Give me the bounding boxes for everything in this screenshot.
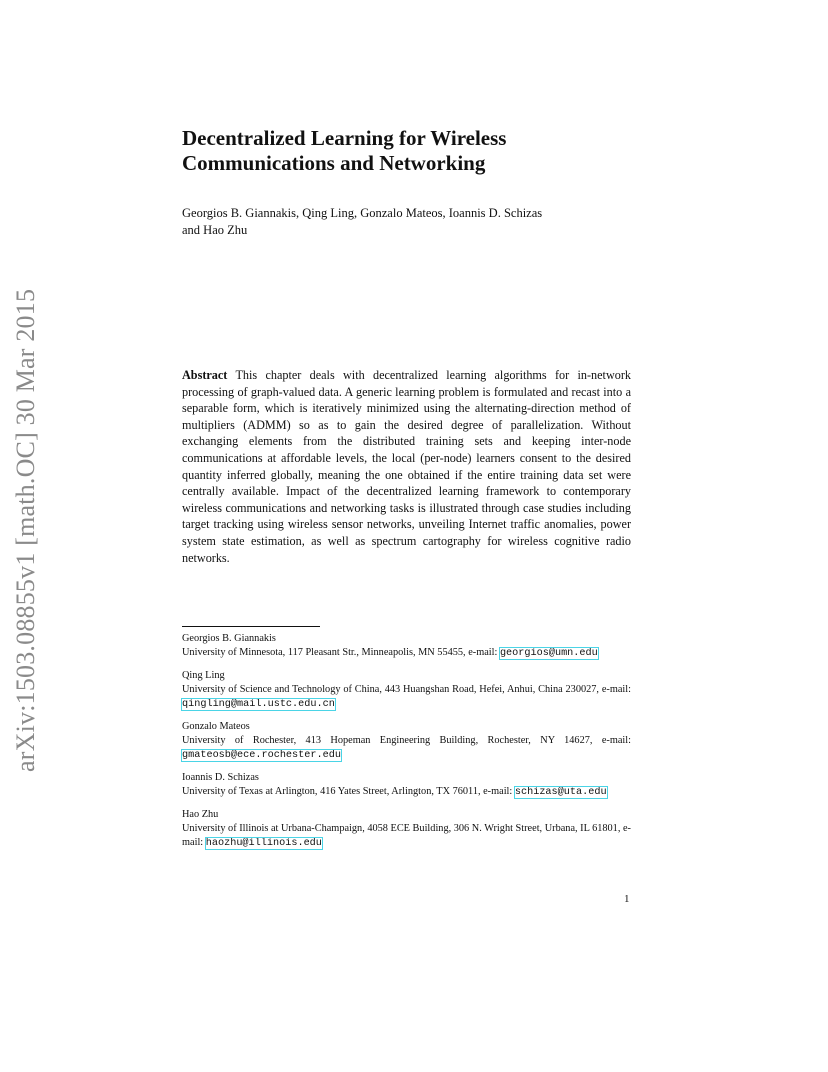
footnote-divider bbox=[182, 626, 320, 627]
affiliation-name: Qing Ling bbox=[182, 670, 225, 681]
affiliation-zhu bbox=[182, 808, 631, 851]
email-link-schizas[interactable]: schizas@uta.edu bbox=[514, 787, 607, 798]
paper-title bbox=[182, 126, 642, 176]
author-list bbox=[182, 205, 602, 239]
paper-title-line-1: Decentralized Learning for Wireless bbox=[182, 126, 507, 150]
affiliation-mateos bbox=[182, 720, 631, 763]
affiliation-giannakis bbox=[182, 632, 631, 661]
arxiv-identifier-stamp: arXiv:1503.08855v1 [math.OC] 30 Mar 2015 bbox=[11, 288, 40, 772]
abstract-text: This chapter deals with decentralized learning algorithms for in-network processing of graph-valued data. A generic learning problem is formulated and recast into a separable form, which is iteratively minimized using the alternating-direction method of multipliers (ADMM) so as to gain the desired degree of parallelization. Without exchanging elements from the distributed training sets and keeping inter-node communications at affordable levels, the local (per-node) learners consent to the desired quantity inferred globally, meaning the one obtained if the entire training data set were centrally available. Impact of the decentralized learning framework to contemporary wireless communications and networking tasks is illustrated through case studies including target tracking using wireless sensor networks, unveiling Internet traffic anomalies, power system state estimation, as well as spectrum cartography for wireless cognitive radio networks. bbox=[182, 368, 631, 565]
author-affiliations bbox=[182, 632, 631, 859]
email-link-zhu[interactable]: haozhu@illinois.edu bbox=[205, 838, 322, 849]
abstract bbox=[182, 367, 631, 566]
affiliation-address: University of Minnesota, 117 Pleasant Str., Minneapolis, MN 55455, e-mail: georgios@umn.edu bbox=[182, 647, 598, 659]
affiliation-schizas bbox=[182, 771, 631, 800]
abstract-label: Abstract bbox=[182, 368, 228, 382]
author-list-line-2: and Hao Zhu bbox=[182, 223, 248, 237]
email-link-ling[interactable]: qingling@mail.ustc.edu.cn bbox=[182, 699, 335, 710]
affiliation-ling bbox=[182, 669, 631, 712]
email-link-mateos[interactable]: gmateosb@ece.rochester.edu bbox=[182, 750, 341, 761]
affiliation-address: University of Illinois at Urbana-Champaign, 4058 ECE Building, 306 N. Wright Street, Urbana, IL 61801, e-mail: haozhu@illinois.edu bbox=[182, 823, 631, 849]
page-number: 1 bbox=[624, 893, 630, 905]
affiliation-name: Gonzalo Mateos bbox=[182, 721, 250, 732]
affiliation-name: Ioannis D. Schizas bbox=[182, 772, 259, 783]
paper-title-line-2: Communications and Networking bbox=[182, 151, 486, 175]
affiliation-address: University of Texas at Arlington, 416 Yates Street, Arlington, TX 76011, e-mail: schizas@uta.edu bbox=[182, 786, 607, 798]
affiliation-address: University of Rochester, 413 Hopeman Engineering Building, Rochester, NY 14627, e-mail: gmateosb@ece.rochester.edu bbox=[182, 735, 631, 761]
author-list-line-1: Georgios B. Giannakis, Qing Ling, Gonzalo Mateos, Ioannis D. Schizas bbox=[182, 206, 543, 220]
affiliation-name: Georgios B. Giannakis bbox=[182, 633, 276, 644]
affiliation-address: University of Science and Technology of China, 443 Huangshan Road, Hefei, Anhui, China 230027, e-mail: qingling@mail.ustc.edu.cn bbox=[182, 684, 631, 710]
email-link-giannakis[interactable]: georgios@umn.edu bbox=[499, 648, 598, 659]
affiliation-name: Hao Zhu bbox=[182, 809, 219, 820]
